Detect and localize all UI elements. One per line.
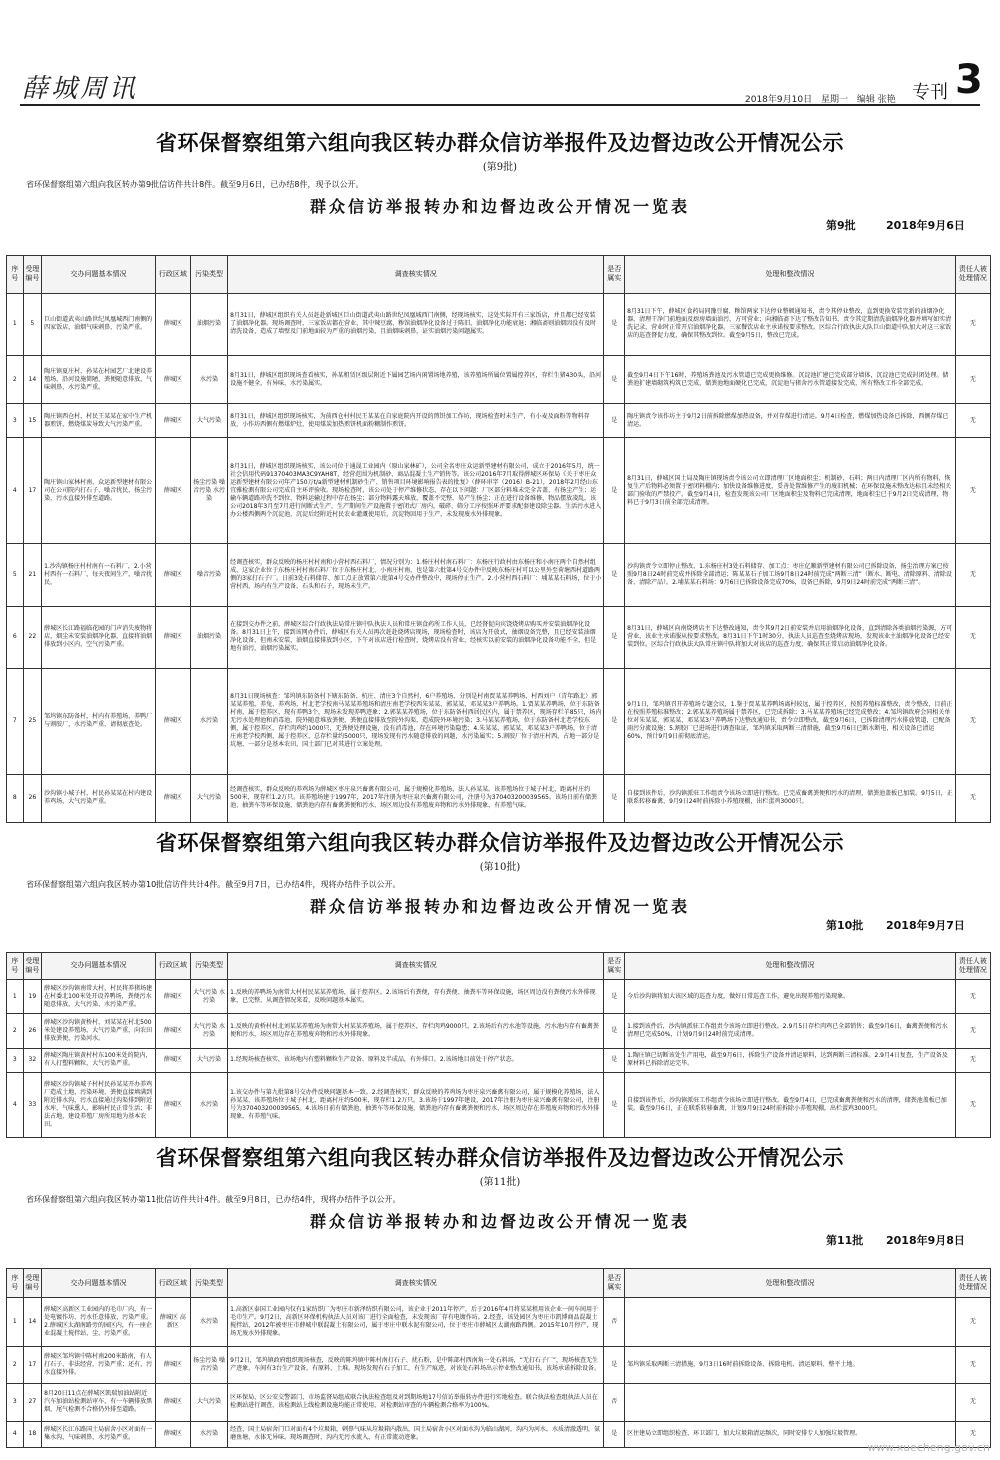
cell-area: 薛城区: [155, 404, 190, 438]
table-header-row: [7, 256, 991, 294]
cell-type: 大气污染: [190, 404, 227, 438]
cell-area: 薛城区: [155, 669, 190, 775]
cell-issue: 1.沙沟镇杨庄村村南有一石料厂，2.小营村西有一石料厂，每天夜间生产，噪音扰民。: [42, 543, 156, 606]
cell-resp: 无: [955, 543, 990, 606]
cell-resp: 无: [955, 1014, 990, 1048]
cell-code: 17: [23, 438, 42, 544]
table-row: [7, 404, 991, 438]
batch-line: [0, 217, 1000, 231]
cell-finding: 在接到交办件之前，薛城区综合行政执法局常庄镇中队执法人员和常庄镇食药所工作人员，已经督促向宾饶烧烤店购买并安装油烟净化设备。8月31日上午，接到该网办件后，薛城区有关人员再次赶赴烧烤店现场，现场检查时，该店为开放式，抽烟设备完整，且已经安装油烟净化设备，但南未安装，油烟直接排放到小区，下午对该店进行检查时，烧烤店没有营业，经核实以前安装的油烟净化设备功能不全，但是地有油污，油烟污染属实。: [228, 606, 604, 669]
page-number: 3: [955, 57, 983, 103]
column-header: 调查核实情况: [228, 256, 604, 294]
cell-issue: 薛城区高新区工业园内的毛巾厂内，有一处电镀作坊，污水任意排放，污染严重。2.薛城区太湖南路旁的园区内，有一座企业混凝土搅拌站，尘，污染严重。: [42, 1298, 156, 1347]
column-header: 交办问题基本情况: [42, 1269, 156, 1298]
column-header: 受理编号: [23, 1269, 42, 1298]
cell-resp: 无: [955, 356, 990, 404]
column-header: 序号: [7, 256, 24, 294]
column-header: 责任人被处理情况: [955, 953, 990, 980]
cell-true: 是: [604, 1072, 625, 1137]
column-header: 处理和整改情况: [625, 953, 956, 980]
table-row: [7, 1014, 991, 1048]
column-header: 污染类型: [190, 1269, 227, 1298]
table-row: [7, 979, 991, 1013]
issue-editor: 编辑 张艳: [856, 95, 896, 105]
table-row: [7, 356, 991, 404]
cell-code: 5: [23, 293, 42, 356]
table-title: 群众信访举报转办和边督边改公开情况一览表: [309, 197, 690, 216]
cell-finding: 8月31日，薛城区组织现场核实，该公司位于通晟工业园内（原山家林矿），公司全名枣庄众运新型建材有限公司，成立于2016年5月，统一社会信用代码91370403MA3C9YAH8T，经营范围为机制砂、商品混凝土生产销售等。该公司2016年7月取得薛城区环保局《关于枣庄众运新型建材有限公司年产150万t/a新型建材机制砂生产、销售项目环境影响报告表的批复》（薛环审字（2016）B-21），2018年2月经山东宜雅检测有限公司完成自主环评验收。现场检查时，该公司处于停产维修状态，存在以下问题：厂区部分料堆未完全苫盖，有扬尘产生；运输车辆道路冲洗不到位，物料运输过程中存在扬尘；部分物料露天堆放，覆盖不完整，易产生扬尘；正在进行设备维修，物品摆放凌乱。该公司2018年3月至7月进行间断式生产，生产期间生产设施置于密闭式厂房内，破碎、筛分工序按照环评要求配套建设除尘器。生活污水进入办公楼西侧两个沉淀池，沉淀后经附近村民农业灌溉使用后，沉淀物回用于生产，未发现废水外排现象。: [228, 438, 604, 544]
cell-true: 是: [604, 979, 625, 1013]
cell-area: 薛城区: [155, 774, 190, 822]
cell-area: 薛城区 高新区: [155, 1298, 190, 1347]
column-header: 交办问题基本情况: [42, 256, 156, 294]
cell-type: 大气污染 水污染: [190, 979, 227, 1013]
cell-area: 薛城区: [155, 979, 190, 1013]
cell-no: 2: [7, 1014, 24, 1048]
cell-no: 2: [7, 1346, 24, 1383]
cell-action: 8月31日下午，薛城区食药局同豫豆腐、糁馆两家下达停业整顿通知书，责令其停业整改，直到更换安装完新的油烟净化器，清理干净门前地面及厨房墙面油污，方可营业；向湘临斋下达了整改告知书，责令其定期清洗油烟净化器并填写如实清洗记录，营业时正常开启油烟净化器。三家餐饮店业主承诺按要求整改。区综合行政执法大队巨山街道中队加大对这三家饭店的巡查督促力度，确保其整改到位。截至9月5日，整改已完成。: [625, 293, 956, 356]
cell-true: 是: [604, 1421, 625, 1447]
table-row: [7, 1072, 991, 1137]
cell-type: 水污染: [190, 669, 227, 775]
column-header: 调查核实情况: [228, 953, 604, 980]
cell-resp: 无: [955, 438, 990, 544]
intro-text: 省环保督察组第六组向我区转办第9批信访件共计8件。截至9月6日，已办结8件，现予以公开。: [26, 180, 364, 189]
column-header: 行政区域: [155, 953, 190, 980]
cell-type: 油烟污染: [190, 606, 227, 669]
cell-resp: 无: [955, 669, 990, 775]
cell-no: 3: [7, 1048, 24, 1072]
cell-true: 是: [604, 606, 625, 669]
cell-type: 水污染: [190, 1421, 227, 1447]
cell-finding: 区环保局、区公安交警部门、市场监督局组成联合执法检查组及对到期场地17号信访举报转办件进行实地检查。联合执法检查组执法人员在检测站进行调查，该检测站上线检测设施均能正常使用，对检测站审查的车辆检测合格率为100%。: [228, 1384, 604, 1421]
cell-code: 21: [23, 543, 42, 606]
column-header: 受理编号: [23, 953, 42, 980]
column-header: 序号: [7, 953, 24, 980]
cell-type: 水污染: [190, 1072, 227, 1137]
cell-finding: 8月31日，薛城区组织现场查看核实，孙某租赁区级层附近下属园艺场内闲置场地养殖，该养殖场所属位置属控养区，存栏生猪430头，沿河设施不健全，有异味，水污染属实。: [228, 356, 604, 404]
cell-resp: 无: [955, 404, 990, 438]
column-header: 责任人被处理情况: [955, 256, 990, 294]
cell-no: 8: [7, 774, 24, 822]
cell-type: 噪音污染: [190, 543, 227, 606]
cell-no: 4: [7, 438, 24, 544]
cell-true: 是: [604, 1048, 625, 1072]
cell-action: 截至9月4日下午16时，养殖场粪池及污水管道已完成更换维修。沉淀池扩建已完成部分墙体，沉淀池已完成封闭处理。储粪池扩建墙砌筑构筑已完成，储粪池地面硬化已完成，沉淀池与猪舍污水管道接发完成，所有整改工作全部完成。: [625, 356, 956, 404]
cell-code: 27: [23, 1384, 42, 1421]
cell-type: 油烟污染: [190, 293, 227, 356]
cell-resp: 无: [955, 1048, 990, 1072]
table-row: [7, 669, 991, 775]
column-header: 污染类型: [190, 953, 227, 980]
cell-action: [625, 1384, 956, 1421]
cell-issue: 薛城区沙沟镇南常大村，村民将养猪场建在村委北100米处开设养鸭场，粪便污水随意排放，大气污染、水污染严重。: [42, 979, 156, 1013]
column-header: 责任人被处理情况: [955, 1269, 990, 1298]
cell-finding: 8月31日现场核查：邹坞镇东防备村下辖东防备、杭庄、清庄3个自然村，6户养殖场，分别是村南贾某某养鸭场、村西刘户（青年路北）郭某某养殖，养兔、养鸡场，村北老学校南马某某养殖场和清庄南老学校西朱某某、郭某某、邓某某3户养鸭场。1.贾某某养鸭场，位于东防备村南，属于控养区，现有养鸭3个，现场未发现养鸭迹象；2.郭某某养殖场，位于东防备村西居民区内，属于禁养区，现场存栏羊85只，场内无污水处理池和消毒池，院外随意堆放粪便，粪便直接排放至院外沟渠，造成院外环境污染；3.马某某养殖场，位于东防备村北老学校东侧，属于控养区，存栏肉鸡约1000只，无粪便处理设施，没有消毒池，存在环境污染隐患；4.朱某某、郭某某、邓某某3户养鸭场，位于清庄南老学校西侧，属于控养区，总存栏量约5000只，现场发现有污水随意排放的问题，水污染属实；5.割胶厂位于清庄村西，占地一部分是坑塘，一部分是基本农田，国土部门已对其进行立案处理。: [228, 669, 604, 775]
cell-area: 薛城区: [155, 1048, 190, 1072]
column-header: 调查核实情况: [228, 1269, 604, 1298]
table-batch-10: [6, 952, 991, 1138]
table-row: [7, 1384, 991, 1421]
batch-number: (第9批): [482, 162, 518, 173]
batch-line: [0, 1232, 1000, 1246]
batch-number: (第10批): [479, 862, 521, 873]
cell-finding: 经调查核实，群众反映的养鸡场为薛城区枣庄泉兴畜禽有限公司，属于规模化养殖场，法人孙某某。该养殖场位于城子村北，距离村庄约500米，现存栏1.2万只。该养殖场建于1997年，2017年注册为枣庄泉兴畜禽有限公司，注册号为370403200039565。该场日前有储粪池、抽粪车等环保设施，储粪池内存有畜禽粪便和污水，场区周边没有养殖废弃物和污水外排现象，有养殖气味。: [228, 774, 604, 822]
cell-true: 是: [604, 543, 625, 606]
table-row: [7, 1048, 991, 1072]
issue-date: 2018年9月10日: [745, 95, 813, 105]
cell-resp: 无: [955, 1072, 990, 1137]
cell-finding: 9月2日，邹坞镇政府组织现场核查，反映的陈坞镇中陈村南打石子、扰石粉，是中陈部村西南角一处石料场，“无打石子厂”，现场核查无生产迹象，车间有3台生产设备，有原料、土堆。现场发现有石子加工，有生产痕迹，对该处石料场出示停业整改通知书，该场承诺拆除设备。: [228, 1346, 604, 1383]
section-title: 省环保督察组第六组向我区转办群众信访举报件及边督边改公开情况公示: [156, 131, 844, 155]
cell-issue: 薛城区长江路福临花园的门声消失废物将店，烟尘未安装油烟净化器，直接将油烟排放到小区内，空气污染严重。: [42, 606, 156, 669]
cell-true: 是: [604, 1014, 625, 1048]
column-header: 行政区域: [155, 1269, 190, 1298]
section-title: 省环保督察组第六组向我区转办群众信访举报件及边督边改公开情况公示: [156, 1146, 844, 1170]
cell-no: 5: [7, 543, 24, 606]
cell-code: 33: [23, 1072, 42, 1137]
cell-no: 4: [7, 1421, 24, 1447]
table-title: 群众信访举报转办和边督边改公开情况一览表: [309, 1212, 690, 1231]
cell-type: 大气污染: [190, 774, 227, 822]
table-header-row: [7, 953, 991, 980]
batch-label: 第11批: [826, 1234, 864, 1247]
cell-action: 陶庄镇责令该作坊主于9月2日前拆除燃煤加热设备，并对存煤进行清运。9月4日检查，燃煤加热设备已拆除，西侧存煤已清运。: [625, 404, 956, 438]
cell-code: 25: [23, 669, 42, 775]
cell-action: 邹坞镇采取两断三清措施，9月3日16时前拆除设备、拆除电机、清运原料、整平土地。: [625, 1346, 956, 1383]
cell-area: 薛城区: [155, 1346, 190, 1383]
cell-true: 是: [604, 669, 625, 775]
cell-issue: 沙沟镇小城子村，村民孙某某在村内建设养鸡场，大气污染严重。: [42, 774, 156, 822]
cell-finding: 1.高新区泰国工业园内仅有1家纺织厂为枣庄市新泽纺织有限公司，该企业于2011年停产，后于2016年4月将某某租用该企业一间车间用于毛巾生产。9月2日，高新区环保机构执法人员对该厂进行全面检查，未发现该厂存有电镀作坊。2.经查，该处园区为枣庄市凯博商品混凝土搅拌站，2012年被枣庄市薛城中联混凝土有限公司，属于枣庄中联水泥有限公司，位于枣庄市薛城区太湖南路西侧。2015年10月停产，现场无废水外排现象。: [228, 1298, 604, 1347]
cell-type: 大气污染: [190, 1048, 227, 1072]
cell-type: 大气污染 水污染: [190, 1014, 227, 1048]
cell-no: 4: [7, 1072, 24, 1137]
column-name: 专刊: [912, 82, 948, 103]
table-title: 群众信访举报转办和边督边改公开情况一览表: [309, 897, 690, 916]
cell-no: 7: [7, 669, 24, 775]
intro-text: 省环保督察组第六组向我区转办第11批信访件共计4件。截至9月8日，已办结4件，现将办结件予以公开。: [26, 1195, 401, 1204]
cell-resp: 无: [955, 1346, 990, 1383]
table-batch-11: [6, 1268, 991, 1448]
cell-code: 15: [23, 404, 42, 438]
section-batch-9: [0, 130, 1000, 231]
cell-type: 水污染: [190, 356, 227, 404]
cell-code: 18: [23, 1421, 42, 1447]
cell-true: 否: [604, 1298, 625, 1347]
cell-code: 26: [23, 1014, 42, 1048]
cell-action: 8月31日，薛城区国土局及陶庄镇现场责令该公司立即清理厂区地面积尘；机制砂、石料；两日内清理厂区内所有物料，恢复生产后物料必须置于密闭料棚内；加快设备维修进度，妥善处置维修产生的废旧机械；在环保设施未整改达标且未经相关部门验收的严禁投产。截至9月4日，检查发现该公司厂区地面积尘及物料已完成清理，地面积尘已于9月2日完成清理，物料已于9月3日前全部完成清理。: [625, 438, 956, 544]
column-header: 是否属实: [604, 1269, 625, 1298]
column-header: 序号: [7, 1269, 24, 1298]
table-row: [7, 1421, 991, 1447]
cell-no: 1: [7, 979, 24, 1013]
cell-action: 区住建局立即组织检查，环卫部门，加大垃圾箱清运频次，同时安排专人加强垃圾管理。: [625, 1421, 956, 1447]
section-batch-10: [0, 830, 1000, 931]
cell-type: 大气污染: [190, 1384, 227, 1421]
cell-true: 否: [604, 1384, 625, 1421]
cell-issue: 巨山街道武夷山路世纪凤凰城西门南侧的四家饭店，油烟气味刺鼻，污染严重。: [42, 293, 156, 356]
cell-area: 薛城区: [155, 293, 190, 356]
cell-issue: 薛城区陶庄镇黄村村东100米处的院内，有人打塑料颗粒，大气污染严重。: [42, 1048, 156, 1072]
intro-text: 省环保督察组第六组向我区转办第10批信访件共计4件。截至9月7日，已办结4件，现将办结件予以公开。: [26, 880, 401, 889]
table-row: [7, 543, 991, 606]
section-batch-11: [0, 1145, 1000, 1246]
cell-issue: 薛城区沙沟镇黄桥村，刘某某在村北500米处建设养殖场，大气污染严重，向农田排放粪便，污染河水。: [42, 1014, 156, 1048]
cell-action: [625, 1298, 956, 1347]
cell-resp: 无: [955, 293, 990, 356]
cell-finding: 8月31日，薛城区组织现场核实，为前西仓村村民王某某在自家庭院内开设的煎饼加工作坊，现场检查时未生产，有小麦及面粉等物料存放，小作坊西侧有燃煤炉灶，使用煤炭加热煎饼机面粉糊制作煎饼。: [228, 404, 604, 438]
cell-no: 6: [7, 606, 24, 669]
cell-area: 薛城区: [155, 1384, 190, 1421]
cell-issue: 陶庄镇夏庄村，孙某在村园艺厂北建设养殖场，沿河设施简陋，粪便随意排放，气味刺鼻，水污染严重。: [42, 356, 156, 404]
column-header: 处理和整改情况: [625, 256, 956, 294]
column-header: 交办问题基本情况: [42, 953, 156, 980]
cell-action: 今后沙沟镇将加大该区域的巡查力度，做好日常巡查工作，避免出现养殖污染现象。: [625, 979, 956, 1013]
section-title: 省环保督察组第六组向我区转办群众信访举报件及边督边改公开情况公示: [156, 831, 844, 855]
cell-no: 3: [7, 1384, 24, 1421]
cell-finding: 1.该交办件与第九批第8号交办件反映问题基本一致。2.经调查核实，群众反映的养鸡场为枣庄泉兴畜禽有限公司，属于规模化养殖场，法人孙某某，该养殖场位于城子村北，距离村庄约500米，现存栏1.2万只。3.该场于1997年建设，2017年注册为枣庄泉兴畜禽有限公司，注册号为370403200039565。4.该场日前有储粪池、抽粪车等环保设施，储粪池内存有畜禽粪便和污水，场区周边存在养殖废弃物和污水外排现象，有养殖气味。: [228, 1072, 604, 1137]
cell-area: 薛城区: [155, 1072, 190, 1137]
cell-resp: 无: [955, 1384, 990, 1421]
masthead: [0, 0, 1000, 106]
table-row: [7, 774, 991, 822]
column-header: 是否属实: [604, 256, 625, 294]
cell-code: 19: [23, 979, 42, 1013]
cell-true: 是: [604, 356, 625, 404]
cell-true: 是: [604, 1346, 625, 1383]
cell-issue: 陶庄镇山家林村南，众运新型建材有限公司在公司院内打石子，噪音扰民，扬尘污染，污水直接外排至道路。: [42, 438, 156, 544]
batch-number: (第11批): [479, 1177, 521, 1188]
cell-issue: 薛城区长江东路国土局宿舍小区对面有一集水沟，气味刺鼻，水污染严重。: [42, 1421, 156, 1447]
cell-finding: 经查，国土局宿舍门口对面有4个垃圾箱，刺鼻气味从垃圾箱内散出，国土局宿舍小区对面水沟为临山湖河，沟内为河水，水质清澈透明，氨磨鱼塘，水体无异味。现场调查时，沟内无污水流入，有正常流动迹象。: [228, 1421, 604, 1447]
cell-resp: 无: [955, 1298, 990, 1347]
issue-weekday: 星期一: [820, 95, 848, 105]
table-row: [7, 438, 991, 544]
cell-finding: 经调查核实，群众反映的杨庄村村南和小营村西石料厂，情况分别为：1.杨庄村村南石料厂：东杨庄行政村由东杨庄和小南庄两个自然村组成，这家企业位于东杨庄村村南石料厂位于东杨庄村北、小南庄村南，也是第六批第4号交办件中反映东杨庄村可以公里外至荷塘西村道路两侧的3家打石子厂。日前3处石料储存、加工点正放置第六批第4号交办件整改中，现场停止生产。2.小营村西石料厂：埔某某石料场，位于小营村西，场内有生产设备，石头和石子，现场未生产。: [228, 543, 604, 606]
cell-type: 扬尘污染 噪音污染 水污染: [190, 438, 227, 544]
cell-action: 自接到该件后，沙沟镇派驻工作组责令该场立即进行整改。截至9月4日，已完成畜禽粪便和污水的清理，储粪池盖板已加装。截至9月6日，正在联系转移畜禽，计划9月9日24时前拆除小养殖现棚，出栏蛋鸡3000只。: [625, 1072, 956, 1137]
cell-issue: 8月20日11点在薛城区凯瑞加油站附近汽车加油站检测站审车，有一车辆排放黑烟，尾气检测不合格仍外排至道路。: [42, 1384, 156, 1421]
batch-date: 2018年9月8日: [886, 1234, 965, 1247]
column-header: 处理和整改情况: [625, 1269, 956, 1298]
cell-type: 水污染: [190, 1298, 227, 1347]
site-watermark: www.xuecheng.gov.cn: [867, 1441, 990, 1454]
newspaper-logo: 薛城周讯: [22, 74, 139, 104]
cell-code: 22: [23, 606, 42, 669]
cell-finding: 8月31日，薛城区组织有关人员赶赴新城区巨山街道武夷山路世纪凤凰城西门南侧，经现场核实，这处实际开有三家饭店，并且都已经安装了油烟净化器。现场调查时，三家饭店都在营业，其中辣豆腐、糁馆油烟净化设备过于陈旧，油烟净化功能衰退；湘临斋则油烟因没有及时清洗设备，造成了墙壁及门前地面较为严重的油烟污染，且油烟味刺鼻，证实油烟污染问题属实。: [228, 293, 604, 356]
cell-resp: 无: [955, 606, 990, 669]
cell-action: 9月1日，邹坞镇召开养殖场专题会议，1.鉴于贾某某养鸭场离村较远，属于控养区，按照养殖标准整改，责令整改，目前正在按照养殖标准整改；2.郭某某养殖场属于禁养区，已完成拆除；3.马某某养殖场已经完成整改；4.邹坞镇政府会同相关单位对朱某某、郭某某、邓某某3户养鸭场下达整改通知书，责令立即整改，截至9月6日，已拆除清理污水排放管道，已配备雨污分流设施；5.割胶厂已进场进行调查取证，邹坞镇采取两断三清措施，截至9月6日已断水断电，相关设备已清运60%，预计9月9日前彻底清运。: [625, 669, 956, 775]
cell-area: 薛城区: [155, 606, 190, 669]
batch-date: 2018年9月7日: [886, 919, 965, 932]
cell-type: 扬尘污染 噪音污染: [190, 1346, 227, 1383]
cell-resp: 无: [955, 979, 990, 1013]
cell-issue: 薛城区沙沟镇城子村村民孙某某开办养鸡厂造成土地、污染环境，粪便直接填满到附近排水沟，污水直接通过沟渠排到附近水库，气味熏人，影响村民正常生活；非法占地，建设养殖厂房所用地为基本农田。: [42, 1072, 156, 1137]
cell-issue: 薛城区邹坞镇中陈村南200米路南，有人打石子，非法经营，污染严重；还有，污水直接外排。: [42, 1346, 156, 1383]
table-batch-9: [6, 255, 991, 823]
cell-area: 薛城区: [155, 1014, 190, 1048]
column-header: 行政区域: [155, 256, 190, 294]
batch-label: 第9批: [826, 219, 856, 232]
cell-area: 薛城区: [155, 543, 190, 606]
cell-code: 17: [23, 1346, 42, 1383]
cell-no: 3: [7, 404, 24, 438]
cell-true: 是: [604, 774, 625, 822]
column-header: 污染类型: [190, 256, 227, 294]
cell-issue: 陶庄镇西仓村，村民王某某在家中生产机器煎饼，燃烧煤炭导致大气污染严重。: [42, 404, 156, 438]
cell-area: 薛城区: [155, 438, 190, 544]
table-row: [7, 606, 991, 669]
cell-action: 8月31日，薛城区向南烧烤店主下达整改通知，责令其9月2日前安装并启用油烟净化设备，直到清除各类油烟污染源，方可营业，该业主承诺服从按要求整改。8月31日下午1时30分，执法人员巡查至烧烤店现场，发现该业主油烟净化设备已经安装到位。区综合行政执法大队常庄镇中队将加大对该店的巡查力度，确保其正常启动油烟净化设备。: [625, 606, 956, 669]
cell-code: 26: [23, 774, 42, 822]
table-row: [7, 1298, 991, 1347]
cell-action: 自接到该件后，沙沟镇派驻工作组责令该场立即进行整改。已完成畜禽粪便和污水的清理，储粪池盖板已加装。9月5日，正联系转移畜禽，9月9日24时前拆除小养殖现棚，出栏蛋鸡3000只。: [625, 774, 956, 822]
cell-finding: 1.经现场核查核实，该场地内有塑料颗粒生产设备、原料及半成品，有外排口。2.该场地目前处于停产状态。: [228, 1048, 604, 1072]
cell-resp: 无: [955, 1421, 990, 1447]
cell-area: 薛城区: [155, 356, 190, 404]
header-rule: [20, 104, 980, 106]
cell-code: 14: [23, 1298, 42, 1347]
cell-issue: 邹坞镇东防备村，村内有养殖场、养鸭厂与割胶厂，水污染严重，请彻底查处。: [42, 669, 156, 775]
table-row: [7, 1346, 991, 1383]
cell-action: 1.接到该件后，沙沟镇派驻工作组责令该场立即进行整改。2.9月5日存栏肉鸡已全部销售；截至9月6日，畜禽粪便和污水清理已完成50%，计划9月9日24时前完成清理。: [625, 1014, 956, 1048]
cell-true: 是: [604, 293, 625, 356]
cell-action: 沙沟镇责令立即停止整改，1.东杨庄村3处石料储存、加工点：枣庄亿顺新型建材有限公司已拆除设备，扬尘治理方案已按照9月8日24时前完成并拆除全部清运；陈某某石子加工场9月8日24时前完成“两断三清”（断水、断电、清除原料、清除设备、清除产品）。2.埔某某石料场：9月6日已拆除设备完成70%，设备已拆除，9月9日24时前完成“两断三清”。: [625, 543, 956, 606]
batch-line: [0, 917, 1000, 931]
cell-code: 14: [23, 356, 42, 404]
cell-no: 2: [7, 356, 24, 404]
cell-area: 薛城区: [155, 1421, 190, 1447]
batch-label: 第10批: [826, 919, 864, 932]
cell-true: 是: [604, 404, 625, 438]
table-row: [7, 293, 991, 356]
cell-finding: 1.反映的养鸭场为南常大村村民某某养殖场，属于控养区。2.该场后有粪便，存有粪便、抽粪车等环保设施，场区周边没有粪便污水外排现象，已完整，从调查情况来看，反映问题基本属实。: [228, 979, 604, 1013]
cell-no: 1: [7, 1298, 24, 1347]
cell-no: 1: [7, 293, 24, 356]
cell-true: 是: [604, 438, 625, 544]
cell-action: 1.陶庄镇已切断该处生产用电，截至9月6日，拆除生产设备并清运原料，达到两断三清标准。2.9月4日复查，生产设备及原材料已拆除清运完毕。: [625, 1048, 956, 1072]
column-header: 是否属实: [604, 953, 625, 980]
cell-finding: 1.反映的黄桥村村北刘某某养殖场为南常大村某某养殖场，属于控养区，存栏肉鸡9000只。2.该场后有污水池等设施，污水池内存有畜禽粪便和污水，场区周边存在养殖废弃物和污水外排现象。: [228, 1014, 604, 1048]
batch-date: 2018年9月6日: [886, 219, 965, 232]
cell-resp: 无: [955, 774, 990, 822]
cell-code: 32: [23, 1048, 42, 1072]
table-header-row: [7, 1269, 991, 1298]
column-header: 受理编号: [23, 256, 42, 294]
